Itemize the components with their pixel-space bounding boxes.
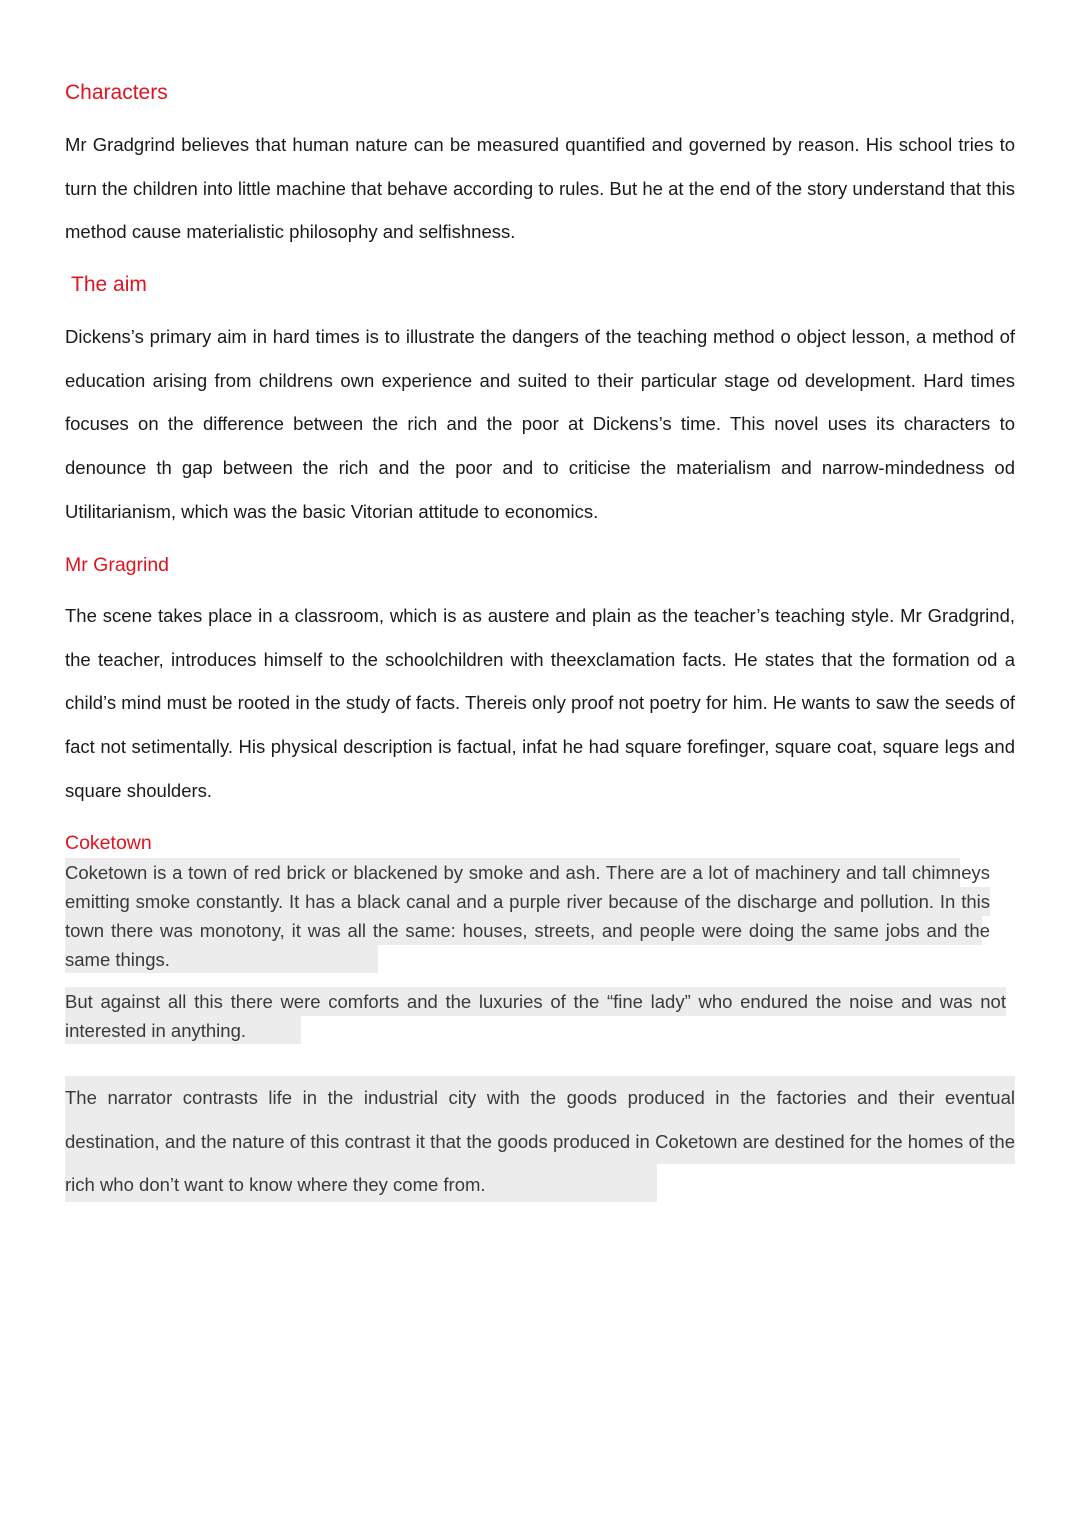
heading-mr-gragrind: Mr Gragrind	[65, 554, 170, 576]
paragraph-coketown-2: But against all this there were comforts and the luxuries of the “fine lady” who endured the noise and was not interested in anything.	[65, 991, 1006, 1041]
paragraph-coketown-3: The narrator contrasts life in the industrial city with the goods produced in the factories and their eventual destination, and the nature of this contrast it that the goods produced in Coketown are destined for the homes of the rich who don’t want to know where they come from.	[65, 1087, 1015, 1196]
heading-coketown: Coketown	[65, 832, 152, 854]
heading-the-aim: The aim	[71, 273, 147, 296]
paragraph-mr-gragrind: The scene takes place in a classroom, which is as austere and plain as the teacher’s teaching style. Mr Gradgrind, the teacher, introduces himself to the schoolchildren with theexclamation facts. He states that the formation od a child’s mind must be rooted in the study of facts. Thereis only proof not poetry for him. He wants to saw the seeds of fact not setimentally. His physical description is factual, infat he had square forefinger, square coat, square legs and square shoulders.	[65, 605, 1015, 801]
heading-characters: Characters	[65, 81, 168, 104]
paragraph-characters: Mr Gradgrind believes that human nature can be measured quantified and governed by reason. His school tries to turn the children into little machine that behave according to rules. But he at the end of the story understand that this method cause materialistic philosophy and selfishness.	[65, 134, 1015, 243]
paragraph-the-aim: Dickens’s primary aim in hard times is to illustrate the dangers of the teaching method o object lesson, a method of education arising from childrens own experience and suited to their particular stage od development. Hard times focuses on the difference between the rich and the poor at Dickens’s time. This novel uses its characters to denounce th gap between the rich and the poor and to criticise the materialism and narrow-mindedness od Utilitarianism, which was the basic Vitorian attitude to economics.	[65, 326, 1015, 522]
paragraph-coketown-1: Coketown is a town of red brick or blackened by smoke and ash. There are a lot of machinery and tall chimneys emitting smoke constantly. It has a black canal and a purple river because of the discharge and pollution. In this town there was monotony, it was all the same: houses, streets, and people were doing the same jobs and the same things.	[65, 862, 990, 970]
